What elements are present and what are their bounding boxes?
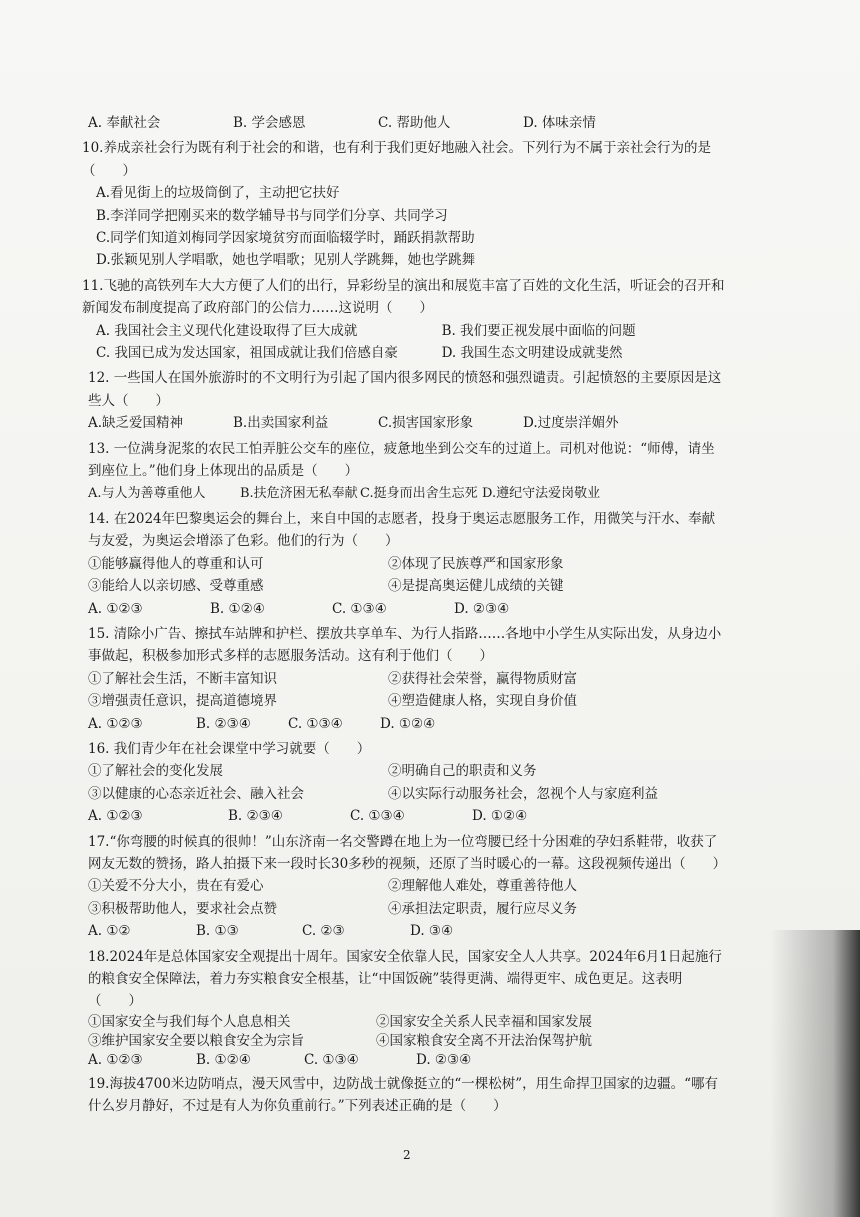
q15-items-row2 [88,690,728,712]
question-19 [88,1073,728,1118]
q11-option-b: B. 我们要正视发展中面临的问题 [441,322,636,339]
q13-stem: 13. 一位满身泥浆的农民工怕弄脏公交车的座位，疲惫地坐到公交车的过道上。司机对他说：“师傅，请坐到座位上。”他们身上体现出的品质是（ ） [88,440,715,480]
q15-option-d: D. ①②④ [380,715,436,732]
question-10 [82,137,728,271]
q14-stem: 14. 在2024年巴黎奥运会的舞台上，来自中国的志愿者，投身于奥运志愿服务工作，用微笑与汗水、奉献与友爱，为奥运会增添了色彩。他们的行为（ ） [88,510,716,550]
question-11 [82,275,728,365]
q16-option-a: A. ①②③ [88,808,143,825]
question-18 [88,946,728,1070]
q17-option-d: D. ③④ [410,923,454,940]
page-edge-shadow [770,930,860,1217]
q14-item-3: ③能给人以亲切感、受尊重感 [88,578,264,595]
q14-option-c: C. ①③④ [332,600,387,617]
q15-item-3: ③增强责任意识，提高道德境界 [88,693,277,710]
q15-item-4: ④塑造健康人格，实现自身价值 [388,693,577,710]
q16-items-row2 [88,783,728,805]
q18-stem: 18.2024年是总体国家安全观提出十周年。国家安全依靠人民，国家安全人人共享。2024年6月1日起施行的粮食安全保障法，着力夯实粮食安全根基，让“中国饭碗”装得更满、端得更牢、成色更足。这表明（ ） [88,948,722,1010]
q16-option-b: B. ②③④ [228,808,283,825]
q18-items-row2 [88,1032,728,1051]
q16-item-3: ③以健康的心态亲近社会、融入社会 [88,785,304,802]
q15-items-row1 [88,668,728,690]
q18-items-row1 [88,1013,728,1032]
q15-option-c: C. ①③④ [288,715,343,732]
q11-option-a: A. 我国社会主义现代化建设取得了巨大成就 [96,322,358,339]
q11-option-c: C. 我国已成为发达国家，祖国成就让我们倍感自豪 [96,345,398,362]
q16-option-c: C. ①③④ [350,808,405,825]
q17-item-1: ①关爱不分大小，贵在有爱心 [88,878,264,895]
q18-item-1: ①国家安全与我们每个人息息相关 [88,1013,291,1030]
q17-option-c: C. ②③ [302,923,345,940]
q11-options-row1 [82,320,728,342]
q17-item-3: ③积极帮助他人，要求社会点赞 [88,900,277,917]
q17-item-2: ②理解他人难处，尊重善待他人 [388,878,577,895]
question-17 [88,831,728,943]
q16-item-1: ①了解社会的变化发展 [88,763,223,780]
q10-option-c: C.同学们知道刘梅同学因家境贫穷而面临辍学时，踊跃捐款帮助 [96,230,475,247]
q16-stem: 16. 我们青少年在社会课堂中学习就要（ ） [88,740,371,757]
q9-option-a: A. 奉献社会 [88,115,161,131]
q12-option-d: D.过度崇洋媚外 [523,415,619,432]
q12-option-b: B.出卖国家利益 [233,415,329,432]
question-14 [88,508,728,620]
question-16 [88,738,728,828]
q13-option-d: D.遵纪守法爱岗敬业 [482,485,601,501]
q14-item-2: ②体现了民族尊严和国家形象 [388,555,564,572]
q18-item-3: ③维护国家安全要以粮食安全为宗旨 [88,1032,304,1049]
q11-option-d: D. 我国生态文明建设成就斐然 [441,345,623,362]
q9-option-c: C. 帮助他人 [378,115,451,131]
q10-option-a: A.看见街上的垃圾筒倒了，主动把它扶好 [96,185,340,202]
q18-option-c: C. ①③④ [304,1051,359,1068]
q18-item-4: ④国家粮食安全离不开法治保驾护航 [376,1032,592,1049]
q9-option-b: B. 学会感恩 [233,115,306,131]
q13-option-c: C.挺身而出舍生忘死 [360,485,478,501]
q12-option-a: A.缺乏爱国精神 [88,415,184,432]
q15-option-a: A. ①②③ [88,715,143,732]
q14-item-1: ①能够赢得他人的尊重和认可 [88,555,264,572]
q16-option-d: D. ①②④ [472,808,528,825]
q17-item-4: ④承担法定职责，履行应尽义务 [388,900,577,917]
question-13 [88,438,728,505]
q9-option-d: D. 体味亲情 [523,115,596,131]
q13-options [88,483,728,505]
q15-option-b: B. ②③④ [196,715,251,732]
q14-options [88,598,728,620]
q18-options [88,1051,728,1070]
q17-stem: 17.“你弯腰的时候真的很帅！”山东济南一名交警蹲在地上为一位弯腰已经十分困难的孕妇系鞋带，收获了网友无数的赞扬，路人拍摄下来一段时长30多秒的视频，还原了当时暖心的一幕。这段视频传递出（ ） [88,833,727,872]
q17-options [88,920,728,942]
q18-item-2: ②国家安全关系人民幸福和国家发展 [376,1013,592,1030]
q16-item-4: ④以实际行动服务社会，忽视个人与家庭利益 [388,785,658,802]
q15-stem: 15. 清除小广告、擦拭车站牌和护栏、摆放共享单车、为行人指路……各地中小学生从实际出发，从身边小事做起，积极参加形式多样的志愿服务活动。这有利于他们（ ） [88,625,722,665]
q16-options [88,805,728,827]
q10-option-d: D.张颖见别人学唱歌，她也学唱歌；见别人学跳舞，她也学跳舞 [96,252,476,269]
q10-option-b: B.李洋同学把刚买来的数学辅导书与同学们分享、共同学习 [96,207,448,224]
q18-option-d: D. ②③④ [416,1051,472,1068]
question-15 [88,623,728,735]
question-list [82,112,728,1118]
q14-items-row1 [88,553,728,575]
question-12 [88,367,728,434]
q10-stem: 10.养成亲社会行为既有利于社会的和谐，也有利于我们更好地融入社会。下列行为不属于亲社会行为的是（ ） [82,140,711,179]
q12-options [88,412,728,434]
q14-item-4: ④是提高奥运健儿成绩的关键 [388,578,564,595]
q19-stem: 19.海拔4700米边防哨点，漫天风雪中，边防战士就像挺立的“一棵松树”，用生命捍卫国家的边疆。“哪有什么岁月静好，不过是有人为你负重前行。”下列表述正确的是（ ） [88,1075,719,1115]
q17-items-row2 [88,898,728,920]
q18-option-a: A. ①②③ [88,1051,143,1068]
q17-items-row1 [88,875,728,897]
q14-items-row2 [88,575,728,597]
q16-items-row1 [88,760,728,782]
q18-option-b: B. ①②④ [196,1051,251,1068]
q13-option-b: B.扶危济困无私奉献 [240,485,358,501]
q14-option-d: D. ②③④ [454,600,510,617]
q12-option-c: C.损害国家形象 [378,415,474,432]
q17-option-a: A. ①② [88,923,131,940]
q12-stem: 12. 一些国人在国外旅游时的不文明行为引起了国内很多网民的愤怒和强烈谴责。引起愤怒的主要原因是这些人（ ） [88,370,722,409]
q17-option-b: B. ①③ [196,923,239,940]
q13-option-a: A.与人为善尊重他人 [88,485,206,501]
q16-item-2: ②明确自己的职责和义务 [388,763,537,780]
q15-item-1: ①了解社会生活，不断丰富知识 [88,670,277,687]
q14-option-b: B. ①②④ [210,600,265,617]
q11-stem: 11.飞驰的高铁列车大大方便了人们的出行，异彩纷呈的演出和展览丰富了百姓的文化生活，听证会的召开和新闻发布制度提高了政府部门的公信力……这说明（ ） [82,277,725,317]
q11-options-row2 [82,342,728,364]
q15-options [88,713,728,735]
q14-option-a: A. ①②③ [88,600,143,617]
q9-options [88,112,728,134]
q15-item-2: ②获得社会荣誉，赢得物质财富 [388,670,577,687]
page-number: 2 [403,1148,411,1162]
